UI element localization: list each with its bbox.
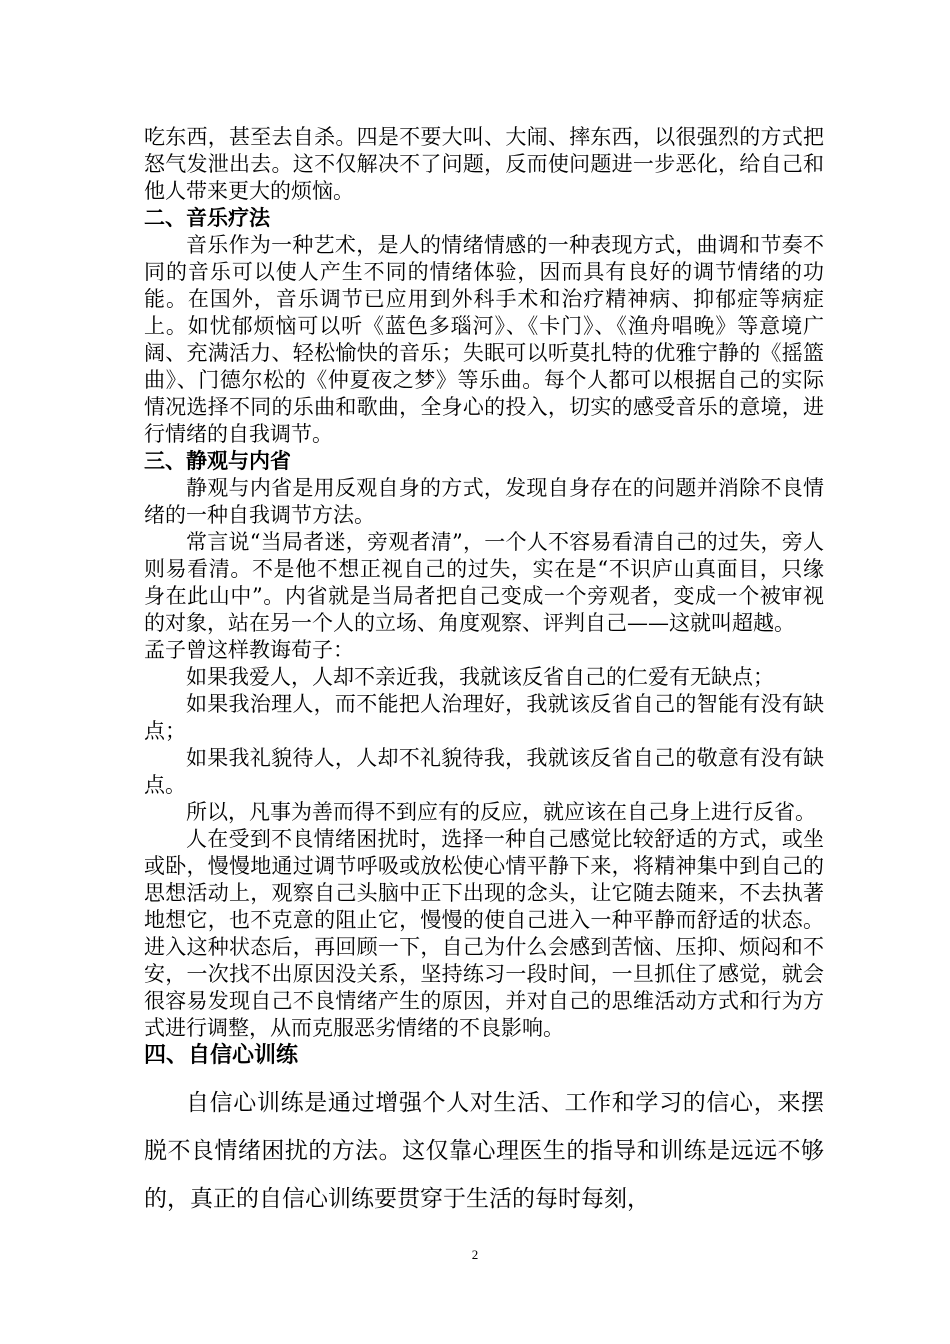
section-heading-music-therapy: 二、音乐疗法 — [144, 206, 270, 230]
paragraph-meditation-method: 人在受到不良情绪困扰时，选择一种自己感觉比较舒适的方式，或坐或卧，慢慢地通过调节呼吸或放松使心情平静下来，将精神集中到自己的思想活动上，观察自己头脑中正下出现的念头，让它随去随来，不去执著地想它，也不克意的阻止它，慢慢的使自己进入一种平静而舒适的状态。进入这种状态后，再回顾一下，自己为什么会感到苦恼、压抑、烦闷和不安，一次找不出原因没关系，坚持练习一段时间，一旦抓住了感觉，就会很容易发现自己不良情绪产生的原因，并对自己的思维活动方式和行为方式进行调整，从而克服恶劣情绪的不良影响。 — [144, 827, 824, 1040]
paragraph-continuation: 吃东西，甚至去自杀。四是不要大叫、大闹、摔东西，以很强烈的方式把怒气发泄出去。这不仅解决不了问题，反而使问题进一步恶化，给自己和他人带来更大的烦恼。 — [144, 125, 824, 203]
section-heading-confidence-training: 四、自信心训练 — [144, 1043, 299, 1068]
paragraph-conclusion: 所以，凡事为善而得不到应有的反应，就应该在自己身上进行反省。 — [186, 800, 816, 824]
paragraph-proverb: 常言说“当局者迷，旁观者清”，一个人不容易看清自己的过失，旁人则易看清。不是他不想正视自己的过失，实在是“不识庐山真面目，只缘身在此山中”。内省就是当局者把自己变成一个旁观者，变成一个被审视的对象，站在另一个人的立场、角度观察、评判自己——这就叫超越。 — [144, 530, 824, 635]
paragraph-introspection-definition: 静观与内省是用反观自身的方式，发现自身存在的问题并消除不良情绪的一种自我调节方法。 — [144, 476, 824, 527]
paragraph-mencius-3: 如果我礼貌待人，人却不礼貌待我，我就该反省自己的敬意有没有缺点。 — [144, 746, 824, 797]
section-heading-introspection: 三、静观与内省 — [144, 449, 291, 473]
paragraph-confidence: 自信心训练是通过增强个人对生活、工作和学习的信心，来摆脱不良情绪困扰的方法。这仅靠心理医生的指导和训练是远远不够的，真正的自信心训练要贯穿于生活的每时每刻， — [144, 1090, 824, 1212]
paragraph-mencius-2: 如果我治理人，而不能把人治理好，我就该反省自己的智能有没有缺点； — [144, 692, 824, 743]
paragraph-mencius-intro: 孟子曾这样教诲荀子： — [144, 638, 354, 662]
paragraph-music: 音乐作为一种艺术，是人的情绪情感的一种表现方式，曲调和节奏不同的音乐可以使人产生不同的情绪体验，因而具有良好的调节情绪的功能。在国外，音乐调节已应用到外科手术和治疗精神病、抑郁症等病症上。如忧郁烦恼可以听《蓝色多瑙河》、《卡门》、《渔舟唱晚》等意境广阔、充满活力、轻松愉快的音乐；失眠可以听莫扎特的优雅宁静的《摇篮曲》、门德尔松的《仲夏夜之梦》等乐曲。每个人都可以根据自己的实际情况选择不同的乐曲和歌曲，全身心的投入，切实的感受音乐的意境，进行情绪的自我调节。 — [144, 233, 824, 446]
page-number: 2 — [471, 1247, 479, 1262]
body-text — [144, 124, 824, 1223]
paragraph-mencius-1: 如果我爱人，人却不亲近我，我就该反省自己的仁爱有无缺点； — [186, 665, 774, 689]
